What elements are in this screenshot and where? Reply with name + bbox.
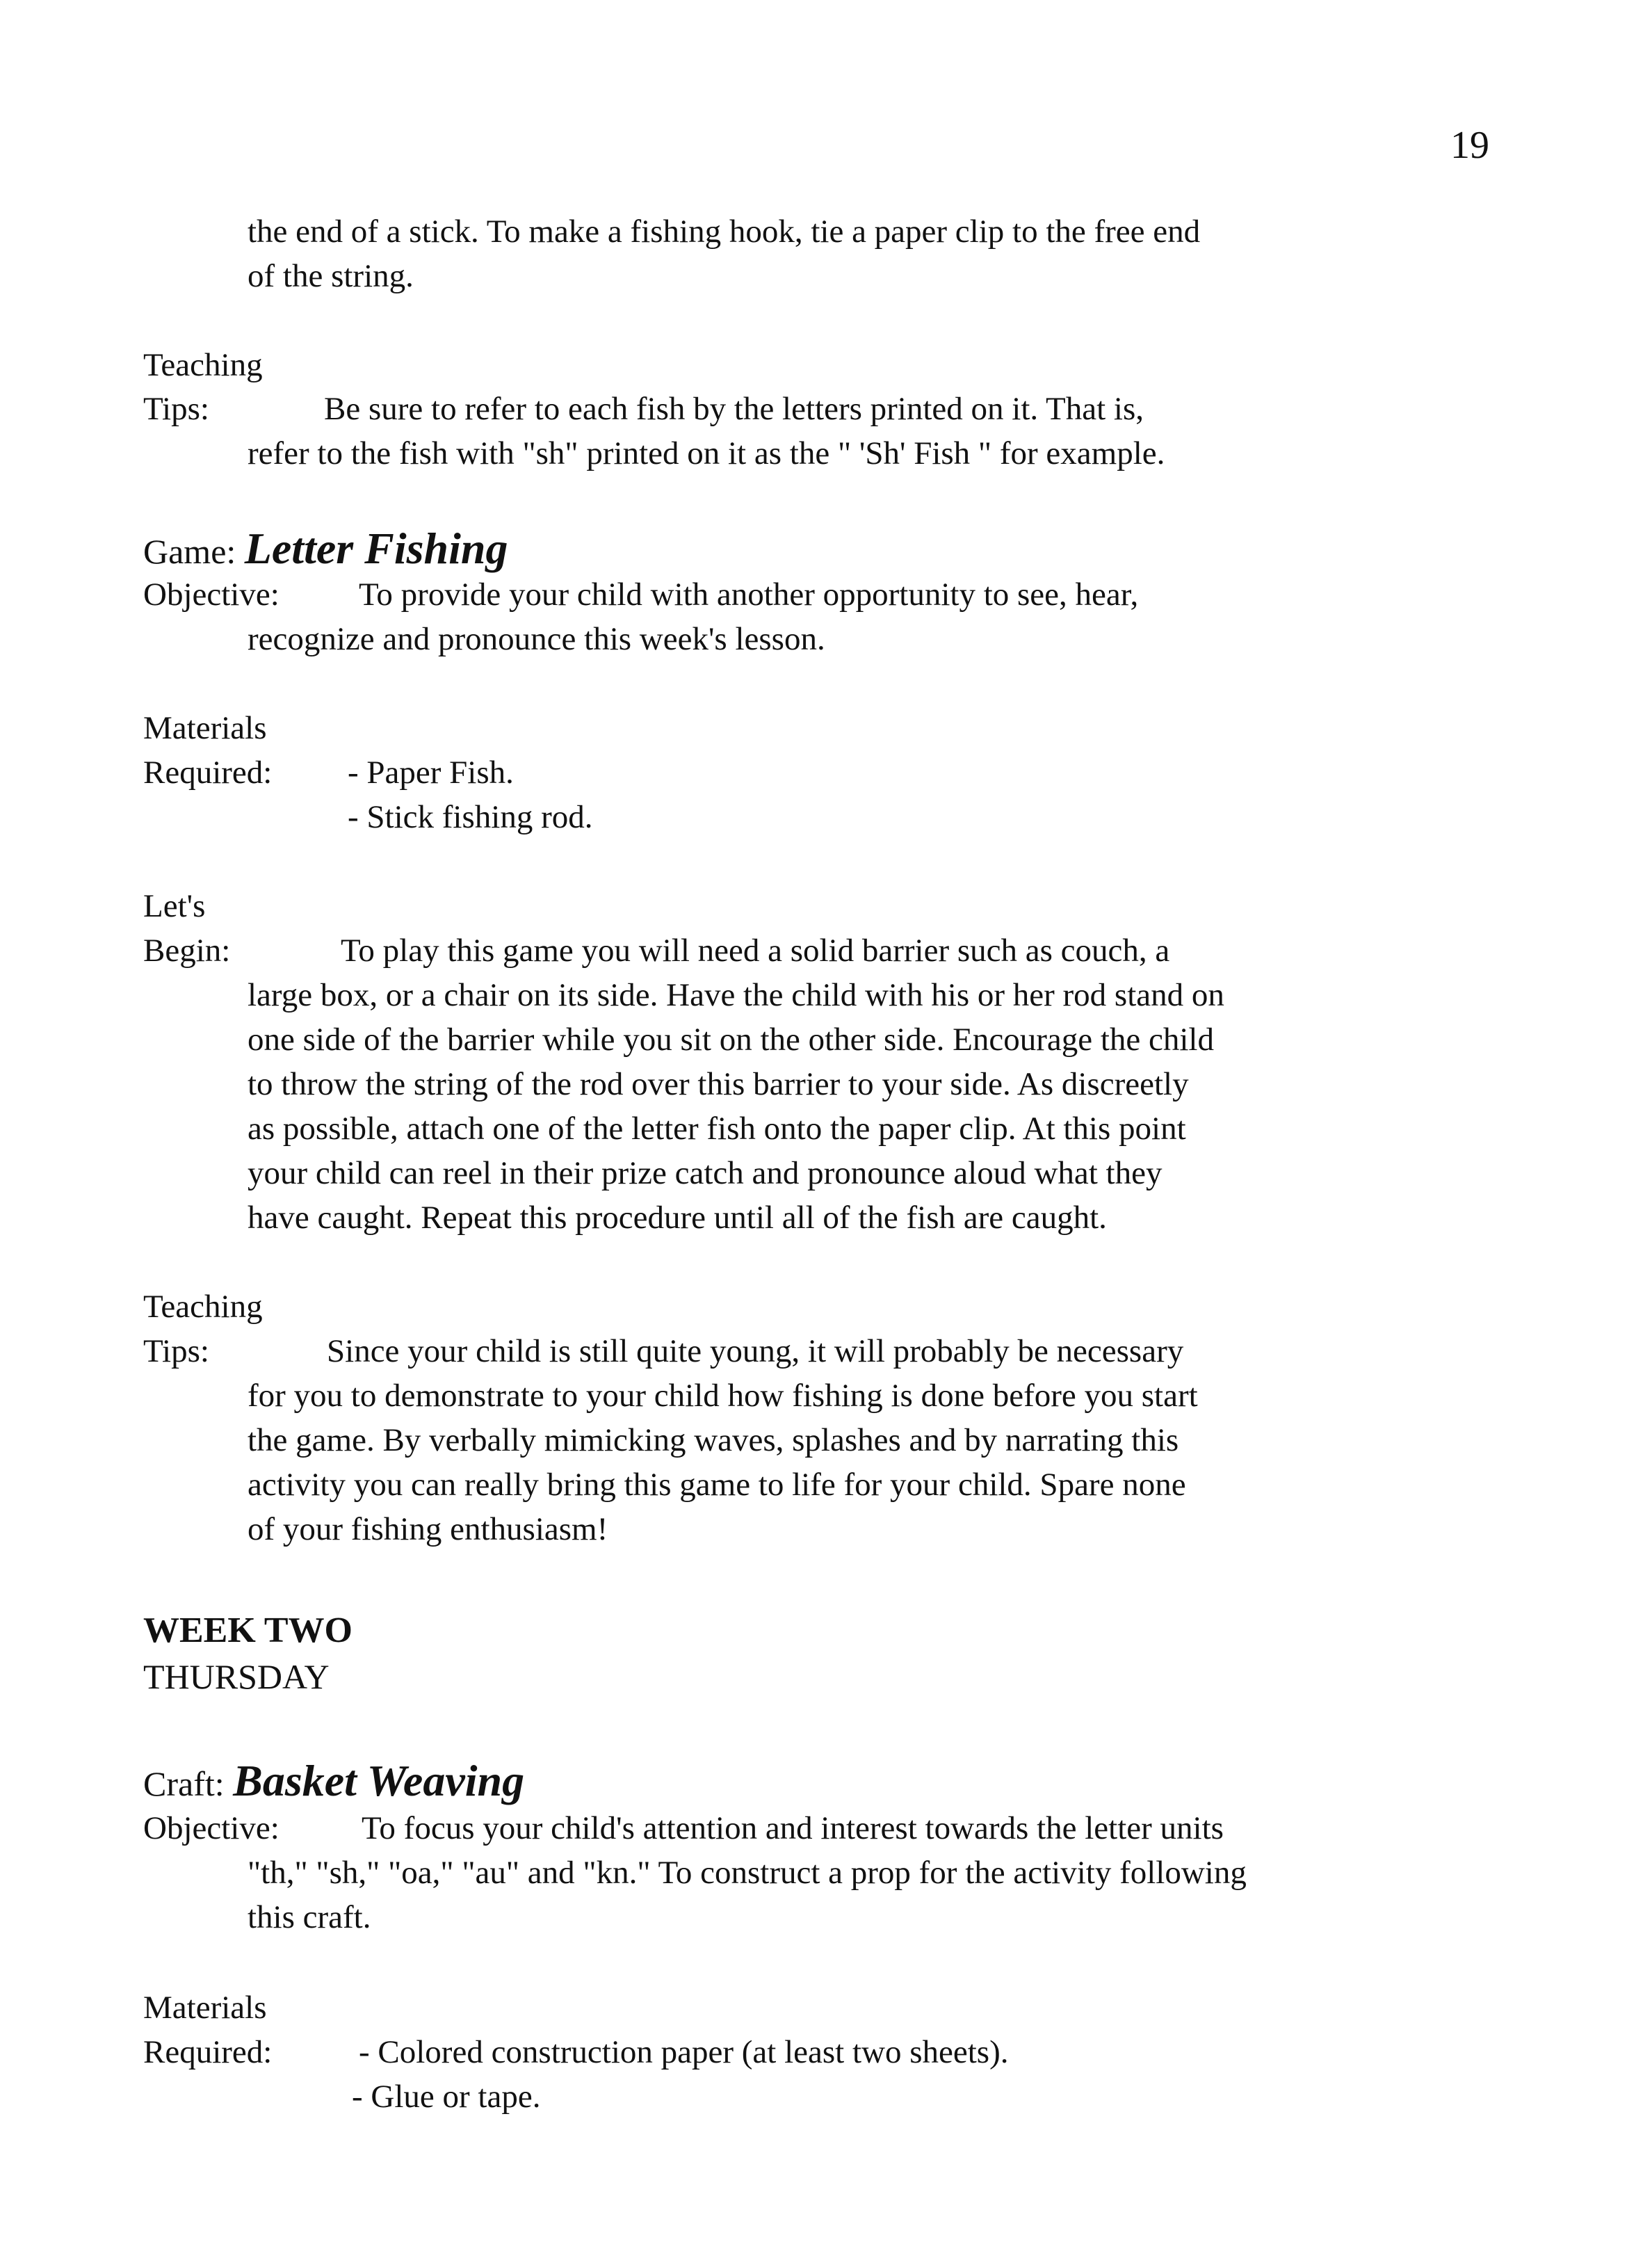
paragraph-line: the end of a stick. To make a fishing hook, tie a paper clip to the free end bbox=[248, 213, 1201, 250]
list-item: - Paper Fish. bbox=[348, 755, 514, 791]
paragraph-line: of the string. bbox=[248, 258, 414, 294]
paragraph-line: recognize and pronounce this week's lesson. bbox=[248, 621, 825, 657]
objective-label: Objective: bbox=[143, 1810, 280, 1846]
materials-label: Materials bbox=[143, 1990, 267, 2026]
paragraph-line: large box, or a chair on its side. Have the child with his or her rod stand on bbox=[248, 977, 1224, 1013]
required-label: Required: bbox=[143, 2034, 273, 2070]
required-label: Required: bbox=[143, 755, 273, 791]
page-number: 19 bbox=[1450, 124, 1489, 167]
game-prefix: Game: bbox=[143, 532, 236, 571]
paragraph-line: have caught. Repeat this procedure until all of the fish are caught. bbox=[248, 1200, 1107, 1236]
paragraph-line: To play this game you will need a solid barrier such as couch, a bbox=[341, 933, 1170, 969]
paragraph-line: refer to the fish with "sh" printed on it as the " 'Sh' Fish " for example. bbox=[248, 435, 1165, 471]
list-item: - Colored construction paper (at least two sheets). bbox=[359, 2034, 1009, 2070]
week-day: THURSDAY bbox=[143, 1657, 330, 1696]
paragraph-line: for you to demonstrate to your child how fishing is done before you start bbox=[248, 1378, 1198, 1414]
begin-label: Begin: bbox=[143, 933, 231, 969]
lets-label: Let's bbox=[143, 888, 206, 924]
paragraph-line: To focus your child's attention and interest towards the letter units bbox=[362, 1810, 1224, 1846]
paragraph-line: "th," "sh," "oa," "au" and "kn." To construct a prop for the activity following bbox=[248, 1855, 1247, 1891]
list-item: - Glue or tape. bbox=[352, 2079, 541, 2115]
game-heading bbox=[143, 524, 508, 573]
craft-prefix: Craft: bbox=[143, 1764, 225, 1803]
craft-heading bbox=[143, 1756, 525, 1805]
paragraph-line: as possible, attach one of the letter fish onto the paper clip. At this point bbox=[248, 1111, 1186, 1147]
paragraph-line: the game. By verbally mimicking waves, splashes and by narrating this bbox=[248, 1422, 1179, 1458]
teaching-label: Teaching bbox=[143, 347, 263, 383]
paragraph-line: to throw the string of the rod over this barrier to your side. As discreetly bbox=[248, 1066, 1189, 1102]
tips-label: Tips: bbox=[143, 391, 209, 427]
objective-label: Objective: bbox=[143, 576, 280, 613]
teaching-label: Teaching bbox=[143, 1289, 263, 1325]
list-item: - Stick fishing rod. bbox=[348, 799, 593, 835]
paragraph-line: one side of the barrier while you sit on the other side. Encourage the child bbox=[248, 1022, 1214, 1058]
paragraph-line: activity you can really bring this game to life for your child. Spare none bbox=[248, 1467, 1186, 1503]
craft-title: Basket Weaving bbox=[233, 1756, 525, 1805]
tips-label: Tips: bbox=[143, 1333, 209, 1369]
paragraph-line: of your fishing enthusiasm! bbox=[248, 1511, 608, 1547]
week-title: WEEK TWO bbox=[143, 1611, 353, 1650]
game-title: Letter Fishing bbox=[244, 524, 508, 573]
paragraph-line: this craft. bbox=[248, 1899, 371, 1935]
paragraph-line: Be sure to refer to each fish by the letters printed on it. That is, bbox=[324, 391, 1144, 427]
materials-label: Materials bbox=[143, 710, 267, 746]
paragraph-line: Since your child is still quite young, it will probably be necessary bbox=[327, 1333, 1184, 1369]
paragraph-line: To provide your child with another opportunity to see, hear, bbox=[359, 576, 1139, 613]
paragraph-line: your child can reel in their prize catch and pronounce aloud what they bbox=[248, 1155, 1163, 1191]
